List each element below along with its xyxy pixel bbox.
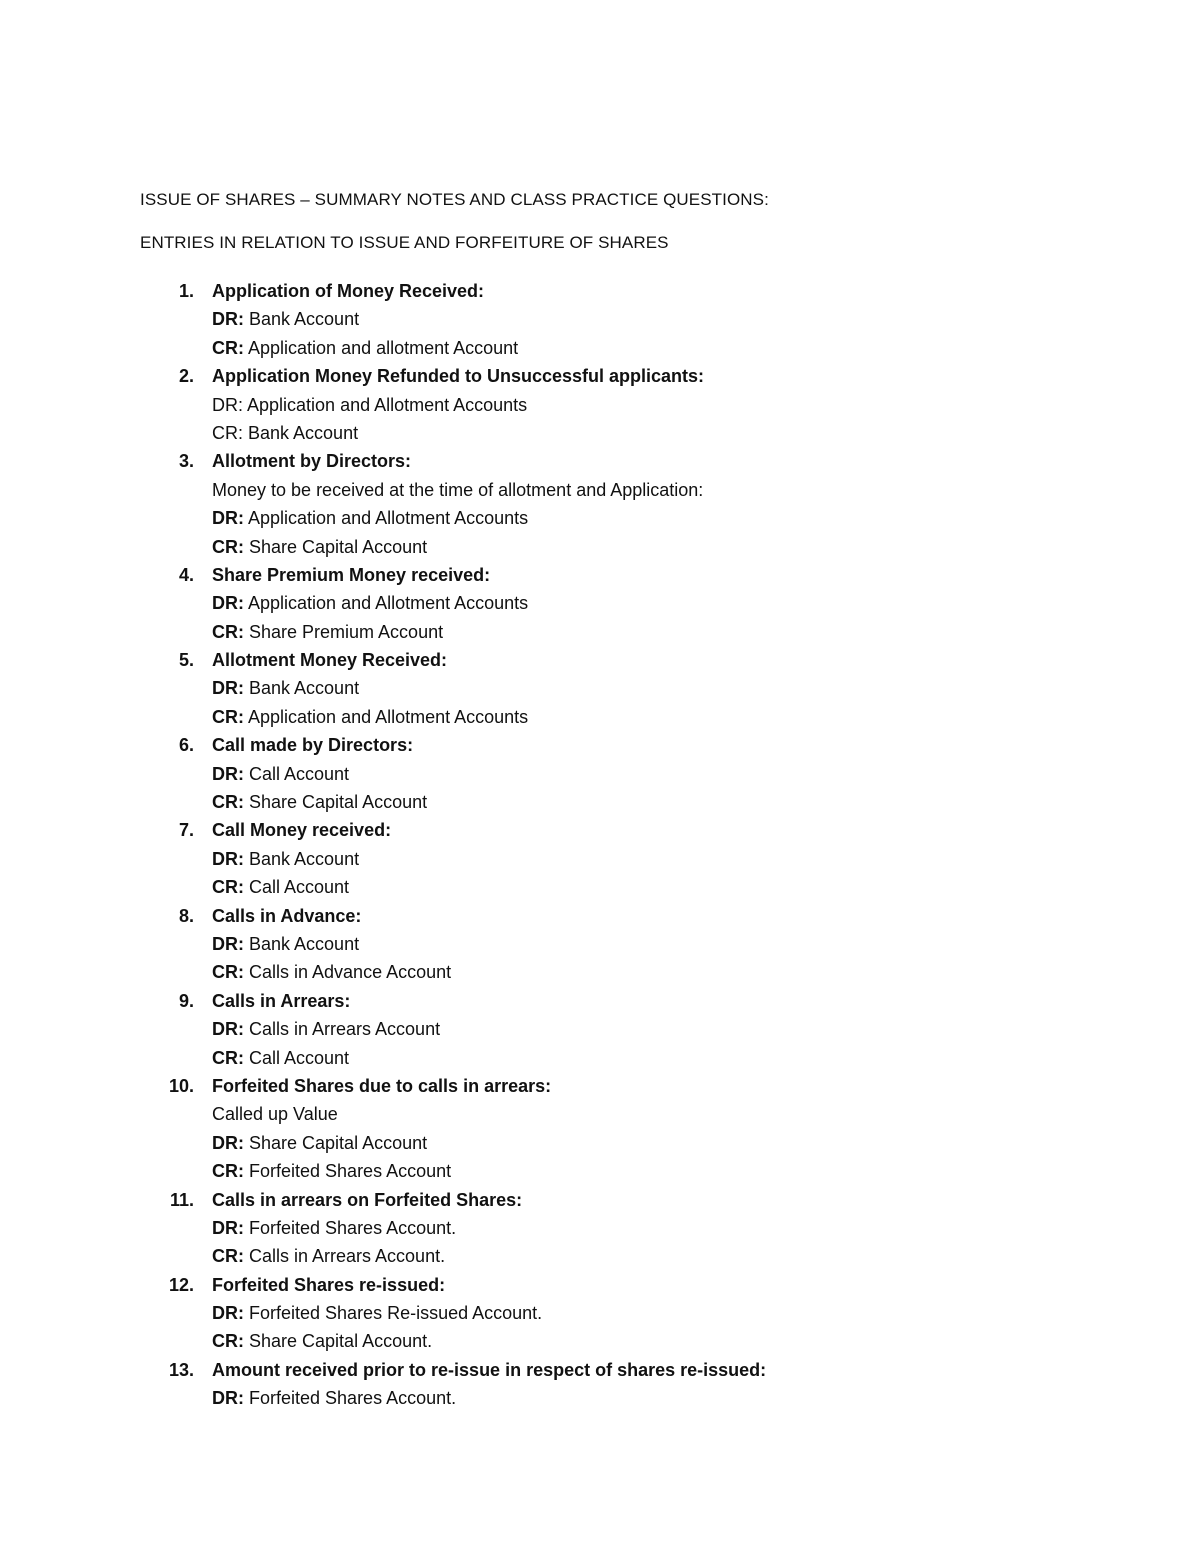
entry-number: 10. <box>168 1075 194 1096</box>
entry-detail-line <box>0 391 1200 419</box>
entry-text: Calls in Advance Account <box>244 962 452 983</box>
entry-detail-line <box>0 1015 1200 1043</box>
entry-detail-line <box>0 873 1200 901</box>
entry-detail-line <box>0 1299 1200 1327</box>
entry-text: Share Premium Account <box>244 621 444 642</box>
entry-detail-line <box>0 760 1200 788</box>
entry-detail-line <box>0 1384 1200 1412</box>
entry-heading <box>0 1356 1200 1384</box>
entry-text: Call Account <box>244 763 350 784</box>
entry-detail-line <box>0 1157 1200 1185</box>
entry-heading <box>0 646 1200 674</box>
entry-label: DR: <box>212 933 244 954</box>
list-item <box>0 987 1200 1072</box>
entry-title: Forfeited Shares re-issued: <box>212 1274 446 1295</box>
list-item <box>0 902 1200 987</box>
entry-title: Allotment Money Received: <box>212 650 448 671</box>
entry-number: 5. <box>178 650 194 671</box>
entry-detail-line <box>0 845 1200 873</box>
entry-heading <box>0 277 1200 305</box>
entry-text: Money to be received at the time of allotment and Application: <box>212 479 704 500</box>
list-item <box>0 277 1200 362</box>
entry-label: CR: <box>212 792 244 813</box>
entry-text: Bank Account <box>244 678 360 699</box>
entry-title: Amount received prior to re-issue in respect of shares re-issued: <box>212 1359 767 1380</box>
entry-title: Forfeited Shares due to calls in arrears: <box>212 1075 552 1096</box>
entry-text: Bank Account <box>244 933 360 954</box>
entry-heading <box>0 731 1200 759</box>
list-item <box>0 816 1200 901</box>
entry-text: CR: Bank Account <box>212 422 359 443</box>
entry-detail-line <box>0 674 1200 702</box>
entry-text: Share Capital Account <box>244 792 428 813</box>
list-item <box>0 1356 1200 1413</box>
entry-title: Call Money received: <box>212 820 392 841</box>
entry-detail-line <box>0 1100 1200 1128</box>
entry-number: 2. <box>178 366 194 387</box>
entry-detail-line <box>0 788 1200 816</box>
entry-heading <box>0 561 1200 589</box>
entry-number: 13. <box>168 1359 194 1380</box>
entry-label: DR: <box>212 1217 244 1238</box>
entry-text: Application and allotment Account <box>244 337 519 358</box>
entry-text: Call Account <box>244 877 350 898</box>
entry-detail-line <box>0 930 1200 958</box>
list-item <box>0 447 1200 561</box>
entry-text: Call Account <box>244 1047 350 1068</box>
entry-label: DR: <box>212 593 244 614</box>
list-item <box>0 731 1200 816</box>
entry-number: 8. <box>178 905 194 926</box>
entry-label: DR: <box>212 1019 244 1040</box>
entry-text: Forfeited Shares Re-issued Account. <box>244 1303 543 1324</box>
entry-detail-line <box>0 958 1200 986</box>
entry-text: Application and Allotment Accounts <box>244 706 529 727</box>
entry-label: DR: <box>212 848 244 869</box>
entry-detail-line <box>0 419 1200 447</box>
entry-detail-line <box>0 1242 1200 1270</box>
entry-heading <box>0 1072 1200 1100</box>
entry-detail-line <box>0 703 1200 731</box>
entry-detail-line <box>0 1044 1200 1072</box>
entry-number: 1. <box>178 281 194 301</box>
entry-detail-line <box>0 589 1200 617</box>
entry-detail-line <box>0 533 1200 561</box>
entry-heading <box>0 447 1200 475</box>
entry-title: Allotment by Directors: <box>212 451 412 472</box>
entry-text: DR: Application and Allotment Accounts <box>212 394 528 415</box>
entry-label: DR: <box>212 508 244 529</box>
list-item <box>0 1072 1200 1186</box>
entry-number: 6. <box>178 735 194 756</box>
entry-label: CR: <box>212 962 244 983</box>
entry-title: Calls in Advance: <box>212 905 362 926</box>
entry-label: CR: <box>212 1246 244 1267</box>
entry-label: CR: <box>212 1161 244 1182</box>
entry-text: Forfeited Shares Account <box>244 1161 452 1182</box>
entry-detail-line <box>0 305 1200 333</box>
entry-heading <box>0 987 1200 1015</box>
entry-detail-line <box>0 1214 1200 1242</box>
entry-text: Called up Value <box>212 1104 338 1125</box>
entry-text: Forfeited Shares Account. <box>244 1217 457 1238</box>
entry-heading <box>0 902 1200 930</box>
entry-label: CR: <box>212 706 244 727</box>
entry-label: CR: <box>212 337 244 358</box>
entry-heading <box>0 1186 1200 1214</box>
entry-text: Share Capital Account <box>244 1132 428 1153</box>
entry-text: Share Capital Account. <box>244 1331 433 1352</box>
entry-label: DR: <box>212 309 244 330</box>
entry-title: Application Money Refunded to Unsuccessful applicants: <box>212 366 705 387</box>
entry-text: Calls in Arrears Account <box>244 1019 441 1040</box>
entry-label: CR: <box>212 536 244 557</box>
entry-title: Calls in arrears on Forfeited Shares: <box>212 1189 523 1210</box>
entry-text: Forfeited Shares Account. <box>244 1388 457 1409</box>
list-item <box>0 1271 1200 1356</box>
entry-text: Calls in Arrears Account. <box>244 1246 446 1267</box>
list-item <box>0 646 1200 731</box>
entry-title: Call made by Directors: <box>212 735 414 756</box>
entry-number: 12. <box>168 1274 194 1295</box>
entry-label: CR: <box>212 1047 244 1068</box>
entry-heading <box>0 1271 1200 1299</box>
entry-detail-line <box>0 476 1200 504</box>
entry-text: Bank Account <box>244 848 360 869</box>
entry-number: 7. <box>178 820 194 841</box>
entry-number: 3. <box>178 451 194 472</box>
entry-label: DR: <box>212 1388 244 1409</box>
entry-number: 11. <box>169 1189 194 1210</box>
journal-entry-list <box>0 277 1200 1413</box>
entry-title: Share Premium Money received: <box>212 564 491 585</box>
list-item <box>0 1186 1200 1271</box>
document-title: ISSUE OF SHARES – SUMMARY NOTES AND CLASS PRACTICE QUESTIONS: <box>140 190 769 209</box>
entry-heading <box>0 362 1200 390</box>
list-item <box>0 561 1200 646</box>
entry-number: 4. <box>178 564 194 585</box>
entry-detail-line <box>0 504 1200 532</box>
entry-text: Application and Allotment Accounts <box>244 593 529 614</box>
entry-label: DR: <box>212 1132 244 1153</box>
entry-label: CR: <box>212 621 244 642</box>
entry-number: 9. <box>178 990 194 1011</box>
entry-text: Application and Allotment Accounts <box>244 508 529 529</box>
entry-detail-line <box>0 1327 1200 1355</box>
entry-detail-line <box>0 334 1200 362</box>
entry-heading <box>0 816 1200 844</box>
section-title: ENTRIES IN RELATION TO ISSUE AND FORFEITURE OF SHARES <box>140 233 669 252</box>
entry-text: Bank Account <box>244 309 360 330</box>
entry-text: Share Capital Account <box>244 536 428 557</box>
entry-detail-line <box>0 1129 1200 1157</box>
entry-label: CR: <box>212 1331 244 1352</box>
entry-label: DR: <box>212 678 244 699</box>
entry-label: DR: <box>212 763 244 784</box>
entry-title: Application of Money Received: <box>212 281 485 301</box>
list-item <box>0 362 1200 447</box>
entry-label: CR: <box>212 877 244 898</box>
entry-detail-line <box>0 618 1200 646</box>
entry-title: Calls in Arrears: <box>212 990 351 1011</box>
entry-label: DR: <box>212 1303 244 1324</box>
